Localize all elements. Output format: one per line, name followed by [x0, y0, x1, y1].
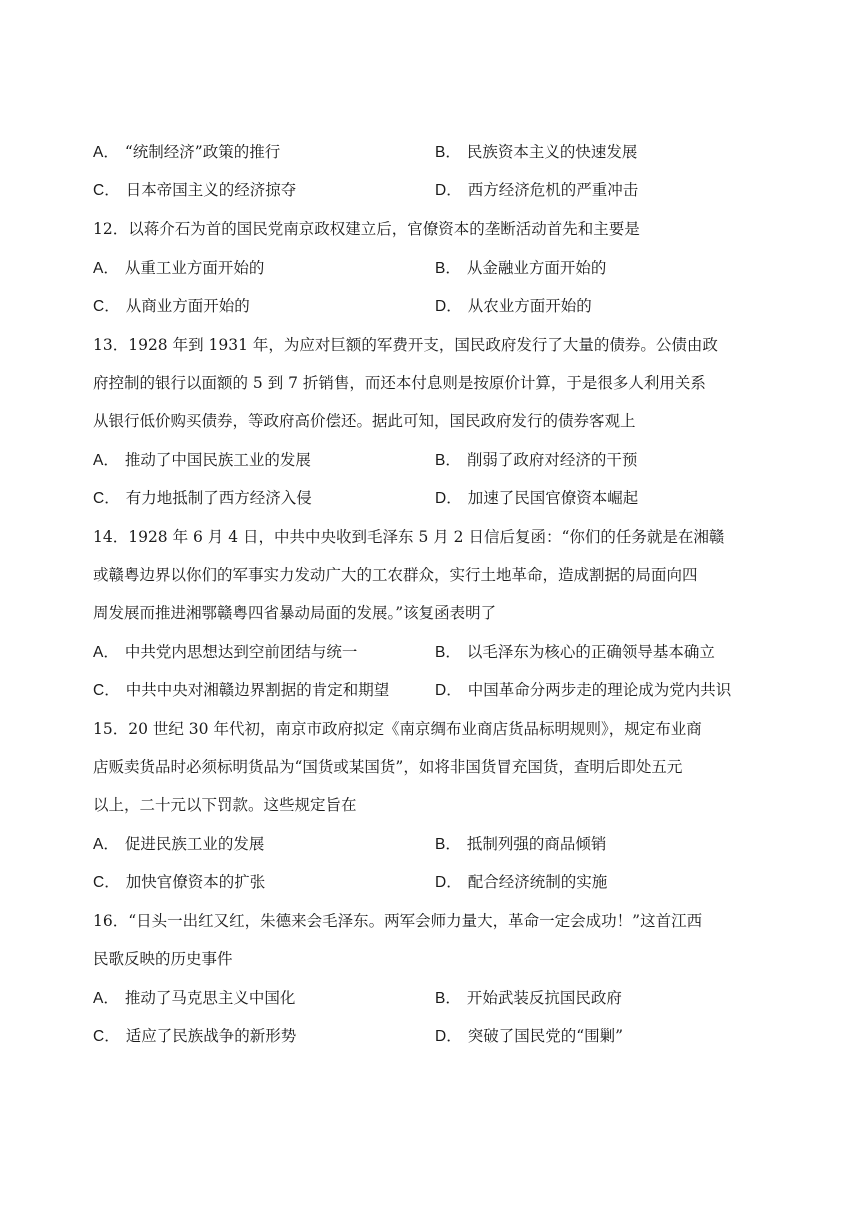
q12-option-c[interactable]: C． 从商业方面开始的 [93, 297, 250, 315]
q11-option-d[interactable]: D． 西方经济危机的严重冲击 [435, 181, 639, 199]
q14-options-row-2 [93, 680, 793, 700]
q14-stem-line-3: 周发展而推进湘鄂赣粤四省暴动局面的发展。”该复函表明了 [93, 604, 497, 622]
q14-option-a[interactable]: A． 中共党内思想达到空前团结与统一 [93, 643, 358, 661]
q12-stem-line-1: 12．以蒋介石为首的国民党南京政权建立后，官僚资本的垄断活动首先和主要是 [93, 220, 640, 238]
q15-option-a[interactable]: A． 促进民族工业的发展 [93, 835, 265, 853]
q12-option-d[interactable]: D． 从农业方面开始的 [435, 297, 592, 315]
q14-options-row-1 [93, 642, 793, 662]
q12-option-b[interactable]: B． 从金融业方面开始的 [435, 259, 607, 277]
q14-option-c[interactable]: C． 中共中央对湘赣边界割据的肯定和期望 [93, 681, 390, 699]
q13-stem-line-3: 从银行低价购买债券，等政府高价偿还。据此可知，国民政府发行的债券客观上 [93, 412, 636, 430]
q12-option-a[interactable]: A． 从重工业方面开始的 [93, 259, 265, 277]
q16-options-row-1 [93, 988, 793, 1008]
q15-option-b[interactable]: B． 抵制列强的商品倾销 [435, 835, 607, 853]
q15-options-row-1 [93, 834, 793, 854]
q15-stem-line-3: 以上，二十元以下罚款。这些规定旨在 [93, 796, 357, 814]
q16-options-row-2 [93, 1026, 793, 1046]
q11-options-row-2 [93, 180, 793, 200]
q14-option-d[interactable]: D． 中国革命分两步走的理论成为党内共识 [435, 681, 732, 699]
q15-option-c[interactable]: C． 加快官僚资本的扩张 [93, 873, 266, 891]
q15-stem-line-2: 店贩卖货品时必须标明货品为“国货或某国货”，如将非国货冒充国货，查明后即处五元 [93, 758, 683, 776]
q12-options-row-1 [93, 258, 793, 278]
q15-option-d[interactable]: D． 配合经济统制的实施 [435, 873, 608, 891]
q15-options-row-2 [93, 872, 793, 892]
q11-option-a[interactable]: A． “统制经济”政策的推行 [93, 143, 281, 161]
q16-option-d[interactable]: D． 突破了国民党的“围剿” [435, 1027, 624, 1045]
q13-options-row-2 [93, 488, 793, 508]
q11-options-row-1 [93, 142, 793, 162]
q16-option-c[interactable]: C． 适应了民族战争的新形势 [93, 1027, 297, 1045]
q14-stem-line-2: 或赣粤边界以你们的军事实力发动广大的工农群众，实行土地革命，造成割据的局面向四 [93, 566, 698, 584]
q16-stem-line-2: 民歌反映的历史事件 [93, 950, 233, 968]
q13-options-row-1 [93, 450, 793, 470]
q13-option-b[interactable]: B． 削弱了政府对经济的干预 [435, 451, 638, 469]
q13-option-d[interactable]: D． 加速了民国官僚资本崛起 [435, 489, 639, 507]
q13-option-c[interactable]: C． 有力地抵制了西方经济入侵 [93, 489, 312, 507]
q14-stem-line-1: 14．1928 年 6 月 4 日，中共中央收到毛泽东 5 月 2 日信后复函：“你们的任务就是在湘赣 [93, 528, 725, 546]
q15-stem-line-1: 15．20 世纪 30 年代初，南京市政府拟定《南京绸布业商店货品标明规则》，规定布业商 [93, 720, 702, 738]
q13-option-a[interactable]: A． 推动了中国民族工业的发展 [93, 451, 311, 469]
q11-option-b[interactable]: B． 民族资本主义的快速发展 [435, 143, 638, 161]
q11-option-c[interactable]: C． 日本帝国主义的经济掠夺 [93, 181, 297, 199]
q14-option-b[interactable]: B． 以毛泽东为核心的正确领导基本确立 [435, 643, 715, 661]
q16-option-b[interactable]: B． 开始武装反抗国民政府 [435, 989, 622, 1007]
q13-stem-line-2: 府控制的银行以面额的 5 到 7 折销售，而还本付息则是按原价计算，于是很多人利用关系 [93, 374, 706, 392]
q16-stem-line-1: 16．“日头一出红又红，朱德来会毛泽东。两军会师力量大，革命一定会成功！”这首江西 [93, 912, 703, 930]
q12-options-row-2 [93, 296, 793, 316]
q16-option-a[interactable]: A． 推动了马克思主义中国化 [93, 989, 296, 1007]
q13-stem-line-1: 13．1928 年到 1931 年，为应对巨额的军费开支，国民政府发行了大量的债券。公债由政 [93, 336, 718, 354]
